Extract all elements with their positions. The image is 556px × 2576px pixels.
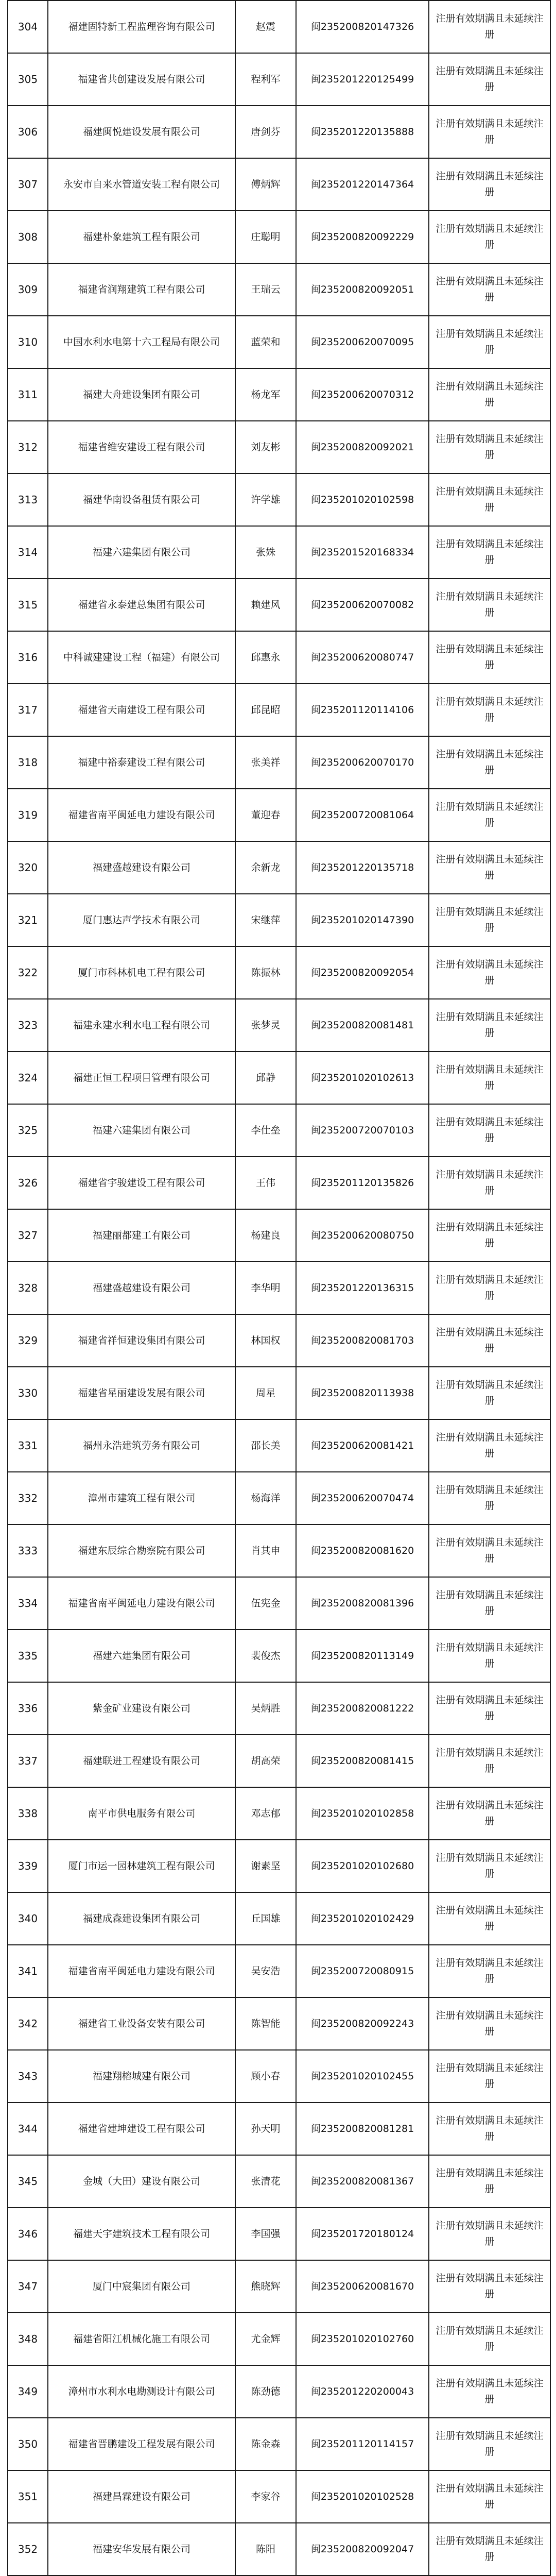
registration-number-cell: 闽235200820092021 <box>296 421 429 473</box>
status-cell: 注册有效期满且未延续注册 <box>429 1262 550 1314</box>
status-cell: 注册有效期满且未延续注册 <box>429 2260 550 2313</box>
row-number-cell: 312 <box>8 421 48 473</box>
person-name-cell: 蓝荣和 <box>235 316 296 368</box>
status-cell: 注册有效期满且未延续注册 <box>429 894 550 946</box>
status-cell: 注册有效期满且未延续注册 <box>429 1367 550 1419</box>
status-cell: 注册有效期满且未延续注册 <box>429 421 550 473</box>
table-row <box>8 106 550 158</box>
row-number-cell: 349 <box>8 2365 48 2418</box>
row-number-cell: 330 <box>8 1367 48 1419</box>
person-name-cell: 杨龙军 <box>235 368 296 421</box>
registration-number-cell: 闽235200620070095 <box>296 316 429 368</box>
row-number-cell: 346 <box>8 2208 48 2260</box>
table-row <box>8 316 550 368</box>
table-row <box>8 2260 550 2313</box>
registration-number-cell: 闽235200820081620 <box>296 1524 429 1577</box>
row-number-cell: 324 <box>8 1052 48 1104</box>
registration-number-cell: 闽235200820092051 <box>296 263 429 316</box>
company-name-cell: 福建省南平闽延电力建设有限公司 <box>48 789 235 841</box>
company-name-cell: 福建大舟建设集团有限公司 <box>48 368 235 421</box>
company-name-cell: 福建盛越建设有限公司 <box>48 841 235 894</box>
company-name-cell: 南平市供电服务有限公司 <box>48 1787 235 1840</box>
company-name-cell: 福建省润翔建筑工程有限公司 <box>48 263 235 316</box>
table-row <box>8 2050 550 2103</box>
registration-number-cell: 闽235201220200043 <box>296 2365 429 2418</box>
status-cell: 注册有效期满且未延续注册 <box>429 1104 550 1157</box>
person-name-cell: 赖建风 <box>235 579 296 631</box>
person-name-cell: 吴安浩 <box>235 1945 296 1997</box>
table-row <box>8 1682 550 1735</box>
table-row <box>8 999 550 1052</box>
status-cell: 注册有效期满且未延续注册 <box>429 2208 550 2260</box>
row-number-cell: 332 <box>8 1472 48 1524</box>
company-name-cell: 福建成森建设集团有限公司 <box>48 1892 235 1945</box>
person-name-cell: 许学雄 <box>235 473 296 526</box>
status-cell: 注册有效期满且未延续注册 <box>429 1 550 53</box>
table-row <box>8 2155 550 2208</box>
table-row <box>8 2418 550 2470</box>
row-number-cell: 322 <box>8 946 48 999</box>
company-name-cell: 福建六建集团有限公司 <box>48 1630 235 1682</box>
status-cell: 注册有效期满且未延续注册 <box>429 1840 550 1892</box>
person-name-cell: 宋继萍 <box>235 894 296 946</box>
row-number-cell: 318 <box>8 736 48 789</box>
registration-number-cell: 闽235200620080747 <box>296 631 429 684</box>
status-cell: 注册有效期满且未延续注册 <box>429 999 550 1052</box>
company-name-cell: 福建联进工程建设有限公司 <box>48 1735 235 1787</box>
person-name-cell: 孙天明 <box>235 2103 296 2155</box>
table-row <box>8 1367 550 1419</box>
person-name-cell: 熊晓辉 <box>235 2260 296 2313</box>
status-cell: 注册有效期满且未延续注册 <box>429 1052 550 1104</box>
row-number-cell: 340 <box>8 1892 48 1945</box>
person-name-cell: 顾小春 <box>235 2050 296 2103</box>
table-row <box>8 1262 550 1314</box>
row-number-cell: 333 <box>8 1524 48 1577</box>
registration-number-cell: 闽235200820081222 <box>296 1682 429 1735</box>
row-number-cell: 341 <box>8 1945 48 1997</box>
person-name-cell: 李华明 <box>235 1262 296 1314</box>
person-name-cell: 邱静 <box>235 1052 296 1104</box>
row-number-cell: 320 <box>8 841 48 894</box>
status-cell: 注册有效期满且未延续注册 <box>429 579 550 631</box>
person-name-cell: 伍宪金 <box>235 1577 296 1630</box>
registration-number-cell: 闽235200820092243 <box>296 1997 429 2050</box>
company-name-cell: 福建昌霖建设有限公司 <box>48 2470 235 2523</box>
company-name-cell: 中国水利水电第十六工程局有限公司 <box>48 316 235 368</box>
row-number-cell: 334 <box>8 1577 48 1630</box>
row-number-cell: 308 <box>8 211 48 263</box>
registration-number-cell: 闽235200820147326 <box>296 1 429 53</box>
person-name-cell: 胡高荣 <box>235 1735 296 1787</box>
registration-number-cell: 闽235200620081421 <box>296 1419 429 1472</box>
person-name-cell: 杨海洋 <box>235 1472 296 1524</box>
person-name-cell: 王伟 <box>235 1157 296 1209</box>
registration-number-cell: 闽235200720080915 <box>296 1945 429 1997</box>
row-number-cell: 323 <box>8 999 48 1052</box>
row-number-cell: 304 <box>8 1 48 53</box>
table-row <box>8 1997 550 2050</box>
status-cell: 注册有效期满且未延续注册 <box>429 2470 550 2523</box>
company-name-cell: 中科诚建建设工程（福建）有限公司 <box>48 631 235 684</box>
company-name-cell: 厦门中宸集团有限公司 <box>48 2260 235 2313</box>
table-row <box>8 158 550 211</box>
company-name-cell: 漳州市建筑工程有限公司 <box>48 1472 235 1524</box>
table-row <box>8 421 550 473</box>
row-number-cell: 327 <box>8 1209 48 1262</box>
registration-number-cell: 闽235200820092229 <box>296 211 429 263</box>
revocation-table <box>7 0 551 2576</box>
row-number-cell: 311 <box>8 368 48 421</box>
company-name-cell: 紫金矿业建设有限公司 <box>48 1682 235 1735</box>
status-cell: 注册有效期满且未延续注册 <box>429 1892 550 1945</box>
status-cell: 注册有效期满且未延续注册 <box>429 368 550 421</box>
table-row <box>8 2208 550 2260</box>
row-number-cell: 336 <box>8 1682 48 1735</box>
registration-number-cell: 闽235201220125499 <box>296 53 429 106</box>
table-row <box>8 1524 550 1577</box>
registration-number-cell: 闽235201020102680 <box>296 1840 429 1892</box>
table-row <box>8 2523 550 2575</box>
registration-number-cell: 闽235201020102455 <box>296 2050 429 2103</box>
row-number-cell: 347 <box>8 2260 48 2313</box>
person-name-cell: 裴俊杰 <box>235 1630 296 1682</box>
row-number-cell: 325 <box>8 1104 48 1157</box>
company-name-cell: 永安市自来水管道安装工程有限公司 <box>48 158 235 211</box>
company-name-cell: 福建省星丽建设发展有限公司 <box>48 1367 235 1419</box>
table-row <box>8 1892 550 1945</box>
registration-number-cell: 闽235201020102598 <box>296 473 429 526</box>
table-row <box>8 1 550 53</box>
company-name-cell: 福建天宇建筑技术工程有限公司 <box>48 2208 235 2260</box>
status-cell: 注册有效期满且未延续注册 <box>429 1630 550 1682</box>
company-name-cell: 福建中裕泰建设工程有限公司 <box>48 736 235 789</box>
person-name-cell: 邓志郁 <box>235 1787 296 1840</box>
company-name-cell: 福建省维安建设工程有限公司 <box>48 421 235 473</box>
registration-number-cell: 闽235201020102858 <box>296 1787 429 1840</box>
table-row <box>8 2103 550 2155</box>
company-name-cell: 福建安华发展有限公司 <box>48 2523 235 2575</box>
table-row <box>8 736 550 789</box>
table-row <box>8 1945 550 1997</box>
registration-number-cell: 闽235200620070474 <box>296 1472 429 1524</box>
row-number-cell: 314 <box>8 526 48 579</box>
company-name-cell: 福建省永泰建总集团有限公司 <box>48 579 235 631</box>
status-cell: 注册有效期满且未延续注册 <box>429 736 550 789</box>
status-cell: 注册有效期满且未延续注册 <box>429 2523 550 2575</box>
registration-number-cell: 闽235201220136315 <box>296 1262 429 1314</box>
table-body <box>8 1 550 2576</box>
person-name-cell: 庄聪明 <box>235 211 296 263</box>
status-cell: 注册有效期满且未延续注册 <box>429 1472 550 1524</box>
company-name-cell: 金城（大田）建设有限公司 <box>48 2155 235 2208</box>
company-name-cell: 福建省建坤建设工程有限公司 <box>48 2103 235 2155</box>
row-number-cell: 342 <box>8 1997 48 2050</box>
person-name-cell: 吴炳胜 <box>235 1682 296 1735</box>
table-row <box>8 894 550 946</box>
company-name-cell: 漳州市水利水电勘测设计有限公司 <box>48 2365 235 2418</box>
status-cell: 注册有效期满且未延续注册 <box>429 2313 550 2365</box>
row-number-cell: 345 <box>8 2155 48 2208</box>
company-name-cell: 福建省工业设备安装有限公司 <box>48 1997 235 2050</box>
table-row <box>8 1104 550 1157</box>
row-number-cell: 344 <box>8 2103 48 2155</box>
person-name-cell: 程利军 <box>235 53 296 106</box>
company-name-cell: 福建东辰综合勘察院有限公司 <box>48 1524 235 1577</box>
registration-number-cell: 闽235200620070170 <box>296 736 429 789</box>
registration-number-cell: 闽235201220147364 <box>296 158 429 211</box>
row-number-cell: 319 <box>8 789 48 841</box>
company-name-cell: 福建省阳江机械化施工有限公司 <box>48 2313 235 2365</box>
row-number-cell: 331 <box>8 1419 48 1472</box>
company-name-cell: 福建省南平闽延电力建设有限公司 <box>48 1577 235 1630</box>
status-cell: 注册有效期满且未延续注册 <box>429 2103 550 2155</box>
registration-number-cell: 闽235200620070082 <box>296 579 429 631</box>
row-number-cell: 348 <box>8 2313 48 2365</box>
row-number-cell: 321 <box>8 894 48 946</box>
status-cell: 注册有效期满且未延续注册 <box>429 2050 550 2103</box>
row-number-cell: 352 <box>8 2523 48 2575</box>
person-name-cell: 刘友彬 <box>235 421 296 473</box>
company-name-cell: 福州永浩建筑劳务有限公司 <box>48 1419 235 1472</box>
person-name-cell: 杨建良 <box>235 1209 296 1262</box>
person-name-cell: 陈阳 <box>235 2523 296 2575</box>
table-row <box>8 579 550 631</box>
table-row <box>8 2470 550 2523</box>
registration-number-cell: 闽235201020102429 <box>296 1892 429 1945</box>
company-name-cell: 福建丽都建工有限公司 <box>48 1209 235 1262</box>
status-cell: 注册有效期满且未延续注册 <box>429 2155 550 2208</box>
company-name-cell: 福建固特新工程监理咨询有限公司 <box>48 1 235 53</box>
registration-number-cell: 闽235200820113938 <box>296 1367 429 1419</box>
row-number-cell: 306 <box>8 106 48 158</box>
row-number-cell: 335 <box>8 1630 48 1682</box>
row-number-cell: 305 <box>8 53 48 106</box>
status-cell: 注册有效期满且未延续注册 <box>429 106 550 158</box>
registration-number-cell: 闽235201220135718 <box>296 841 429 894</box>
table-row <box>8 473 550 526</box>
status-cell: 注册有效期满且未延续注册 <box>429 1314 550 1367</box>
row-number-cell: 343 <box>8 2050 48 2103</box>
registration-number-cell: 闽235200820081703 <box>296 1314 429 1367</box>
person-name-cell: 张美祥 <box>235 736 296 789</box>
person-name-cell: 陈劲德 <box>235 2365 296 2418</box>
company-name-cell: 福建华南设备租赁有限公司 <box>48 473 235 526</box>
company-name-cell: 福建朴象建筑工程有限公司 <box>48 211 235 263</box>
registration-number-cell: 闽235200820113149 <box>296 1630 429 1682</box>
table-row <box>8 368 550 421</box>
table-row <box>8 1840 550 1892</box>
row-number-cell: 328 <box>8 1262 48 1314</box>
company-name-cell: 福建省共创建设发展有限公司 <box>48 53 235 106</box>
row-number-cell: 315 <box>8 579 48 631</box>
status-cell: 注册有效期满且未延续注册 <box>429 2418 550 2470</box>
table-row <box>8 1157 550 1209</box>
table-row <box>8 2365 550 2418</box>
company-name-cell: 福建翔榕城建有限公司 <box>48 2050 235 2103</box>
row-number-cell: 337 <box>8 1735 48 1787</box>
person-name-cell: 余新龙 <box>235 841 296 894</box>
person-name-cell: 唐剑芬 <box>235 106 296 158</box>
person-name-cell: 周星 <box>235 1367 296 1419</box>
row-number-cell: 339 <box>8 1840 48 1892</box>
registration-number-cell: 闽235200820081367 <box>296 2155 429 2208</box>
status-cell: 注册有效期满且未延续注册 <box>429 1997 550 2050</box>
table-row <box>8 789 550 841</box>
table-row <box>8 841 550 894</box>
company-name-cell: 福建省南平闽延电力建设有限公司 <box>48 1945 235 1997</box>
company-name-cell: 福建省祥恒建设集团有限公司 <box>48 1314 235 1367</box>
registration-number-cell: 闽235201120114106 <box>296 684 429 736</box>
registration-number-cell: 闽235200820092054 <box>296 946 429 999</box>
table-row <box>8 1735 550 1787</box>
registration-number-cell: 闽235200820081396 <box>296 1577 429 1630</box>
table-row <box>8 526 550 579</box>
status-cell: 注册有效期满且未延续注册 <box>429 1524 550 1577</box>
table-row <box>8 1577 550 1630</box>
table-row <box>8 1209 550 1262</box>
table-row <box>8 2313 550 2365</box>
company-name-cell: 福建永建水利水电工程有限公司 <box>48 999 235 1052</box>
person-name-cell: 王瑞云 <box>235 263 296 316</box>
person-name-cell: 李国强 <box>235 2208 296 2260</box>
row-number-cell: 316 <box>8 631 48 684</box>
person-name-cell: 张姝 <box>235 526 296 579</box>
person-name-cell: 李家谷 <box>235 2470 296 2523</box>
status-cell: 注册有效期满且未延续注册 <box>429 946 550 999</box>
company-name-cell: 福建六建集团有限公司 <box>48 1104 235 1157</box>
person-name-cell: 林国权 <box>235 1314 296 1367</box>
person-name-cell: 谢素坚 <box>235 1840 296 1892</box>
registration-number-cell: 闽235200820081481 <box>296 999 429 1052</box>
person-name-cell: 陈智能 <box>235 1997 296 2050</box>
person-name-cell: 邱惠永 <box>235 631 296 684</box>
person-name-cell: 董迎春 <box>235 789 296 841</box>
table-row <box>8 53 550 106</box>
table-row <box>8 1787 550 1840</box>
person-name-cell: 张清花 <box>235 2155 296 2208</box>
status-cell: 注册有效期满且未延续注册 <box>429 1419 550 1472</box>
company-name-cell: 福建闽悦建设发展有限公司 <box>48 106 235 158</box>
row-number-cell: 317 <box>8 684 48 736</box>
company-name-cell: 福建盛越建设有限公司 <box>48 1262 235 1314</box>
registration-number-cell: 闽235200820092047 <box>296 2523 429 2575</box>
status-cell: 注册有效期满且未延续注册 <box>429 1577 550 1630</box>
company-name-cell: 厦门市科林机电工程有限公司 <box>48 946 235 999</box>
status-cell: 注册有效期满且未延续注册 <box>429 1735 550 1787</box>
status-cell: 注册有效期满且未延续注册 <box>429 526 550 579</box>
company-name-cell: 厦门惠达声学技术有限公司 <box>48 894 235 946</box>
status-cell: 注册有效期满且未延续注册 <box>429 473 550 526</box>
row-number-cell: 350 <box>8 2418 48 2470</box>
registration-number-cell: 闽235201120114157 <box>296 2418 429 2470</box>
status-cell: 注册有效期满且未延续注册 <box>429 1209 550 1262</box>
person-name-cell: 肖其申 <box>235 1524 296 1577</box>
person-name-cell: 陈金森 <box>235 2418 296 2470</box>
table-row <box>8 211 550 263</box>
table-row <box>8 1052 550 1104</box>
person-name-cell: 邱昆昭 <box>235 684 296 736</box>
status-cell: 注册有效期满且未延续注册 <box>429 211 550 263</box>
row-number-cell: 313 <box>8 473 48 526</box>
table-row <box>8 1472 550 1524</box>
table-row <box>8 631 550 684</box>
row-number-cell: 338 <box>8 1787 48 1840</box>
company-name-cell: 福建正恒工程项目管理有限公司 <box>48 1052 235 1104</box>
registration-number-cell: 闽235200720070103 <box>296 1104 429 1157</box>
status-cell: 注册有效期满且未延续注册 <box>429 1945 550 1997</box>
person-name-cell: 陈振林 <box>235 946 296 999</box>
status-cell: 注册有效期满且未延续注册 <box>429 263 550 316</box>
status-cell: 注册有效期满且未延续注册 <box>429 1157 550 1209</box>
registration-number-cell: 闽235201520168334 <box>296 526 429 579</box>
registration-number-cell: 闽235200620081670 <box>296 2260 429 2313</box>
person-name-cell: 赵震 <box>235 1 296 53</box>
row-number-cell: 307 <box>8 158 48 211</box>
status-cell: 注册有效期满且未延续注册 <box>429 631 550 684</box>
status-cell: 注册有效期满且未延续注册 <box>429 684 550 736</box>
registration-number-cell: 闽235200620070312 <box>296 368 429 421</box>
row-number-cell: 329 <box>8 1314 48 1367</box>
table-row <box>8 684 550 736</box>
status-cell: 注册有效期满且未延续注册 <box>429 316 550 368</box>
company-name-cell: 福建省宇骏建设工程有限公司 <box>48 1157 235 1209</box>
row-number-cell: 351 <box>8 2470 48 2523</box>
registration-number-cell: 闽235201020102760 <box>296 2313 429 2365</box>
registration-number-cell: 闽235200720081064 <box>296 789 429 841</box>
status-cell: 注册有效期满且未延续注册 <box>429 1682 550 1735</box>
registration-number-cell: 闽235201020147390 <box>296 894 429 946</box>
company-name-cell: 福建省天南建设工程有限公司 <box>48 684 235 736</box>
status-cell: 注册有效期满且未延续注册 <box>429 789 550 841</box>
registration-number-cell: 闽235201220135888 <box>296 106 429 158</box>
row-number-cell: 326 <box>8 1157 48 1209</box>
registration-number-cell: 闽235200820081415 <box>296 1735 429 1787</box>
status-cell: 注册有效期满且未延续注册 <box>429 2365 550 2418</box>
person-name-cell: 张梦灵 <box>235 999 296 1052</box>
table-row <box>8 1630 550 1682</box>
status-cell: 注册有效期满且未延续注册 <box>429 158 550 211</box>
person-name-cell: 傅炳辉 <box>235 158 296 211</box>
person-name-cell: 尤金辉 <box>235 2313 296 2365</box>
row-number-cell: 309 <box>8 263 48 316</box>
status-cell: 注册有效期满且未延续注册 <box>429 1787 550 1840</box>
registration-number-cell: 闽235200620080750 <box>296 1209 429 1262</box>
person-name-cell: 李仕垒 <box>235 1104 296 1157</box>
registration-number-cell: 闽235201020102528 <box>296 2470 429 2523</box>
row-number-cell: 310 <box>8 316 48 368</box>
table-row <box>8 1419 550 1472</box>
person-name-cell: 丘国雄 <box>235 1892 296 1945</box>
table-row <box>8 1314 550 1367</box>
person-name-cell: 邵长美 <box>235 1419 296 1472</box>
table-row <box>8 263 550 316</box>
company-name-cell: 福建六建集团有限公司 <box>48 526 235 579</box>
registration-number-cell: 闽235200820081281 <box>296 2103 429 2155</box>
registration-number-cell: 闽235201020102613 <box>296 1052 429 1104</box>
status-cell: 注册有效期满且未延续注册 <box>429 841 550 894</box>
registration-number-cell: 闽235201720180124 <box>296 2208 429 2260</box>
status-cell: 注册有效期满且未延续注册 <box>429 53 550 106</box>
registration-number-cell: 闽235201120135826 <box>296 1157 429 1209</box>
table-row <box>8 946 550 999</box>
company-name-cell: 厦门市运一园林建筑工程有限公司 <box>48 1840 235 1892</box>
company-name-cell: 福建省晋鹏建设工程发展有限公司 <box>48 2418 235 2470</box>
